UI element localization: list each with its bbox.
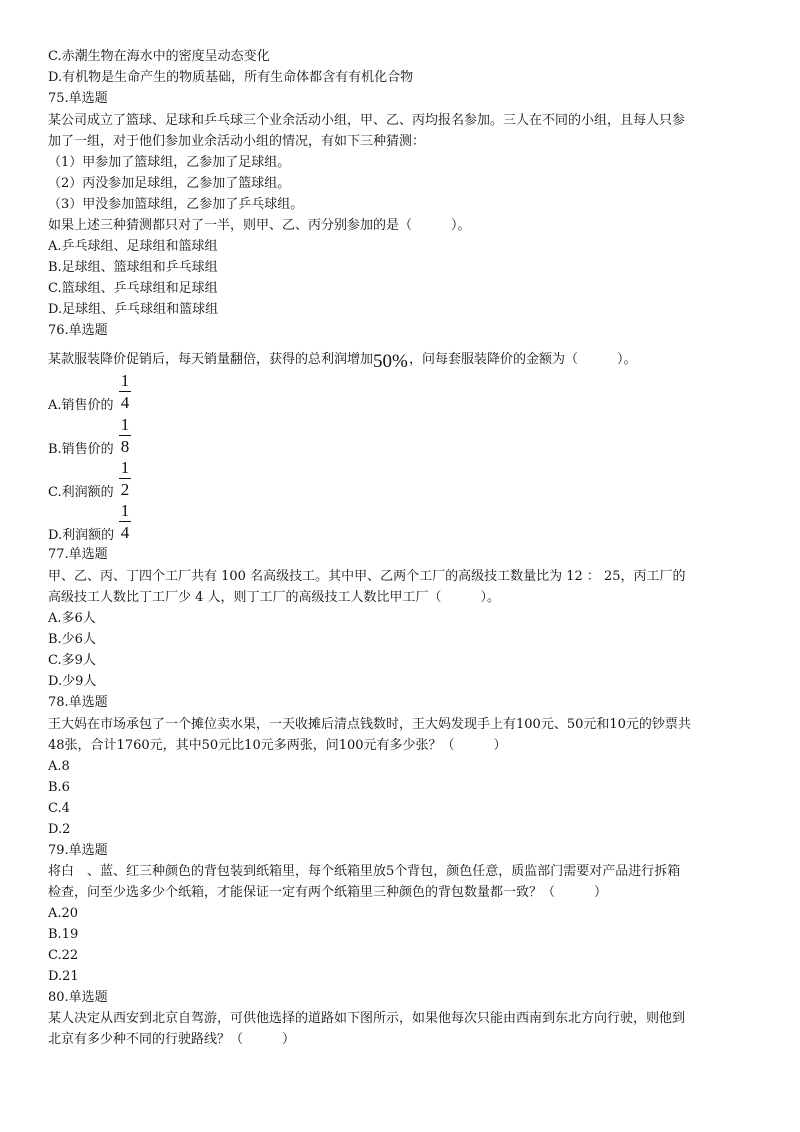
q76-option-a-fraction <box>119 372 131 412</box>
q75-option-c: C.篮球组、乒乓球组和足球组 <box>48 281 218 296</box>
q76-option-b-label: B.销售价的 <box>48 442 114 457</box>
q76-option-c-numerator: 1 <box>120 458 130 477</box>
q76-percent: 50% <box>373 351 408 372</box>
q78-option-d: D.2 <box>48 822 71 837</box>
q76-stem <box>48 351 637 372</box>
q78-option-a: A.8 <box>48 759 70 774</box>
q76-stem-before: 某款服装降价促销后，每天销量翻倍，获得的总利润增加 <box>48 352 374 367</box>
q76-option-c <box>48 484 114 501</box>
q75-guess-2: （2）丙没参加足球组，乙参加了篮球组。 <box>48 176 291 191</box>
q77-stem-line2: 高级技工人数比丁工厂少 4 人，则丁工厂的高级技工人数比甲工厂（ ）。 <box>48 590 501 605</box>
q77-option-d: D.少9人 <box>48 674 97 689</box>
q79-header: 79.单选题 <box>48 843 108 858</box>
q79-option-a: A.20 <box>48 906 79 921</box>
q77-option-c: C.多9人 <box>48 653 96 668</box>
q77-header: 77.单选题 <box>48 547 108 562</box>
q76-option-c-denominator: 2 <box>120 480 130 499</box>
q75-header: 75.单选题 <box>48 91 108 106</box>
prev-option-c: C.赤潮生物在海水中的密度呈动态变化 <box>48 49 270 64</box>
q76-option-b-denominator: 8 <box>120 437 130 456</box>
q79-option-b: B.19 <box>48 927 79 942</box>
q76-option-b-numerator: 1 <box>120 415 130 434</box>
q76-option-c-label: C.利润额的 <box>48 485 114 500</box>
q78-header: 78.单选题 <box>48 695 108 710</box>
q76-stem-after: ，问每套服装降价的金额为（ ）。 <box>409 352 637 367</box>
q76-option-d-fraction <box>119 502 131 542</box>
q75-question: 如果上述三种猜测都只对了一半，则甲、乙、丙分别参加的是（ ）。 <box>48 218 471 233</box>
q76-option-b-fraction <box>119 416 131 456</box>
q75-option-b: B.足球组、篮球组和乒乓球组 <box>48 260 218 275</box>
q75-guess-1: （1）甲参加了篮球组，乙参加了足球组。 <box>48 155 291 170</box>
q78-option-b: B.6 <box>48 780 70 795</box>
q78-stem-line1: 王大妈在市场承包了一个摊位卖水果，一天收摊后清点钱数时，王大妈发现手上有100元、50元和10元的钞票共 <box>48 717 691 732</box>
q75-stem-line1: 某公司成立了篮球、足球和乒乓球三个业余活动小组，甲、乙、丙均报名参加。三人在不同的小组，且每人只参 <box>48 113 686 128</box>
q76-option-d-denominator: 4 <box>120 523 130 542</box>
q76-option-b <box>48 441 114 458</box>
q75-stem-line2: 加了一组，对于他们参加业余活动小组的情况，有如下三种猜测： <box>48 134 426 149</box>
q76-option-a <box>48 397 114 414</box>
q79-stem-line2: 检查，问至少选多少个纸箱，才能保证一定有两个纸箱里三种颜色的背包数量都一致？（ ） <box>48 885 608 900</box>
q77-option-a: A.多6人 <box>48 611 96 626</box>
q76-option-a-label: A.销售价的 <box>48 398 114 413</box>
q76-option-a-numerator: 1 <box>120 371 130 390</box>
q75-option-a: A.乒乓球组、足球组和篮球组 <box>48 239 218 254</box>
q80-stem-line1: 某人决定从西安到北京自驾游，可供他选择的道路如下图所示，如果他每次只能由西南到东北方向行驶，则他到 <box>48 1011 686 1026</box>
q76-option-d <box>48 527 114 544</box>
q75-guess-3: （3）甲没参加篮球组，乙参加了乒乓球组。 <box>48 197 304 212</box>
prev-option-d: D.有机物是生命产生的物质基础，所有生命体都含有有机化合物 <box>48 70 414 85</box>
q77-option-b: B.少6人 <box>48 632 96 647</box>
q79-option-c: C.22 <box>48 948 79 963</box>
q76-option-c-fraction <box>119 459 131 499</box>
q75-option-d: D.足球组、乒乓球组和篮球组 <box>48 302 219 317</box>
q79-stem-line1: 将白 、蓝、红三种颜色的背包装到纸箱里，每个纸箱里放5个背包，颜色任意，质监部门需要对产品进行拆箱 <box>48 864 681 879</box>
q79-option-d: D.21 <box>48 969 79 984</box>
q78-option-c: C.4 <box>48 801 70 816</box>
q77-stem-line1: 甲、乙、丙、丁四个工厂共有 100 名高级技工。其中甲、乙两个工厂的高级技工数量比为 12 ： 25，丙工厂的 <box>48 569 686 584</box>
q80-header: 80.单选题 <box>48 990 108 1005</box>
q76-header: 76.单选题 <box>48 323 108 338</box>
q80-stem-line2: 北京有多少种不同的行驶路线？（ ） <box>48 1032 296 1047</box>
q76-option-a-denominator: 4 <box>120 393 130 412</box>
q78-stem-line2: 48张，合计1760元，其中50元比10元多两张，问100元有多少张？（ ） <box>48 738 507 753</box>
q76-option-d-label: D.利润额的 <box>48 528 115 543</box>
q76-option-d-numerator: 1 <box>120 501 130 520</box>
